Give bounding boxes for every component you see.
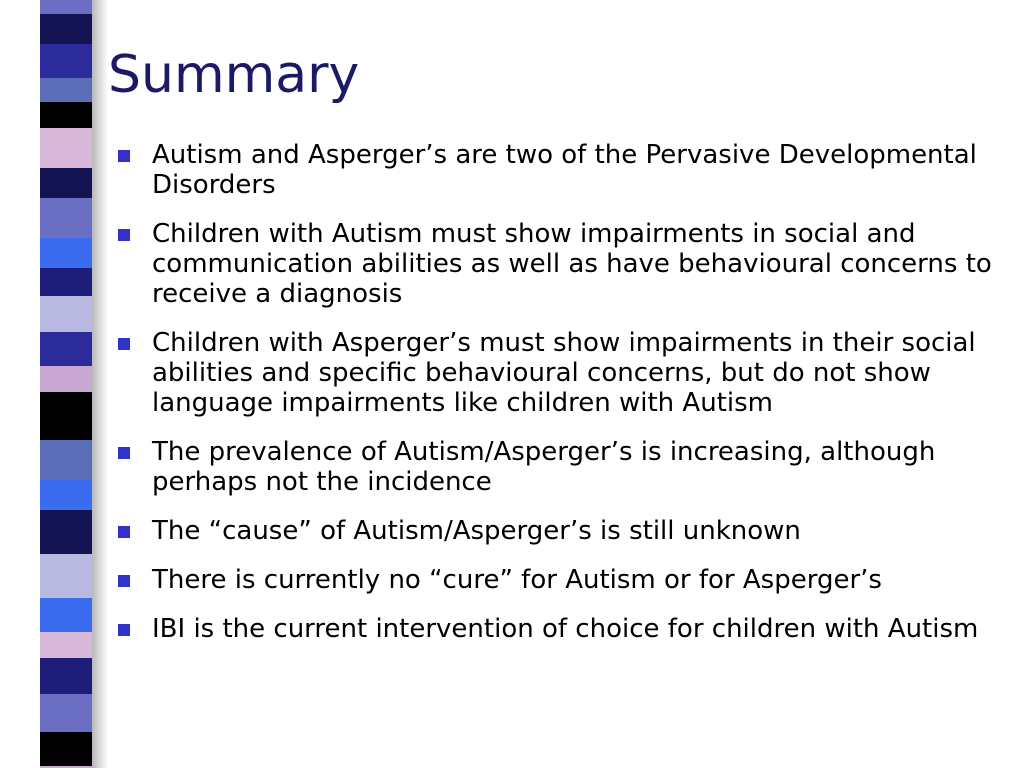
strip-block — [40, 510, 92, 554]
bullet-list — [118, 140, 998, 663]
bullet-item — [118, 565, 998, 595]
square-bullet-icon — [118, 447, 130, 459]
square-bullet-icon — [118, 229, 130, 241]
strip-block — [40, 554, 92, 598]
bullet-text: The prevalence of Autism/Asperger’s is increasing, although perhaps not the incidence — [152, 437, 936, 497]
bullet-text: The “cause” of Autism/Asperger’s is still unknown — [152, 516, 801, 546]
strip-block — [40, 268, 92, 296]
bullet-item — [118, 219, 998, 309]
strip-block — [40, 732, 92, 766]
square-bullet-icon — [118, 575, 130, 587]
square-bullet-icon — [118, 526, 130, 538]
bullet-text: Children with Autism must show impairments in social and communication abilities as well as have behavioural concerns to receive a diagnosis — [152, 219, 992, 309]
square-bullet-icon — [118, 624, 130, 636]
bullet-text: Autism and Asperger’s are two of the Pervasive Developmental Disorders — [152, 140, 977, 200]
strip-block — [40, 128, 92, 168]
bullet-item — [118, 516, 998, 546]
strip-block — [40, 78, 92, 102]
strip-block — [40, 0, 92, 14]
strip-block — [40, 44, 92, 78]
strip-block — [40, 168, 92, 198]
square-bullet-icon — [118, 150, 130, 162]
strip-block — [40, 658, 92, 694]
strip-block — [40, 440, 92, 480]
strip-block — [40, 296, 92, 332]
strip-block — [40, 332, 92, 366]
bullet-text: There is currently no “cure” for Autism or for Asperger’s — [152, 565, 882, 595]
strip-block — [40, 632, 92, 658]
strip-block — [40, 480, 92, 510]
strip-block — [40, 366, 92, 392]
strip-shadow — [92, 0, 108, 768]
strip-block — [40, 694, 92, 732]
strip-block — [40, 598, 92, 632]
bullet-item — [118, 140, 998, 200]
square-bullet-icon — [118, 338, 130, 350]
bullet-item — [118, 614, 998, 644]
strip-block — [40, 198, 92, 238]
bullet-text: Children with Asperger’s must show impairments in their social abilities and specific behavioural concerns, but do not show language impairments like children with Autism — [152, 328, 976, 418]
strip-block — [40, 392, 92, 440]
bullet-text: IBI is the current intervention of choice for children with Autism — [152, 614, 979, 644]
bullet-item — [118, 328, 998, 418]
strip-block — [40, 14, 92, 44]
bullet-item — [118, 437, 998, 497]
strip-block — [40, 238, 92, 268]
slide-title: Summary — [108, 45, 360, 105]
strip-block — [40, 102, 92, 128]
decorative-strip — [40, 0, 92, 768]
